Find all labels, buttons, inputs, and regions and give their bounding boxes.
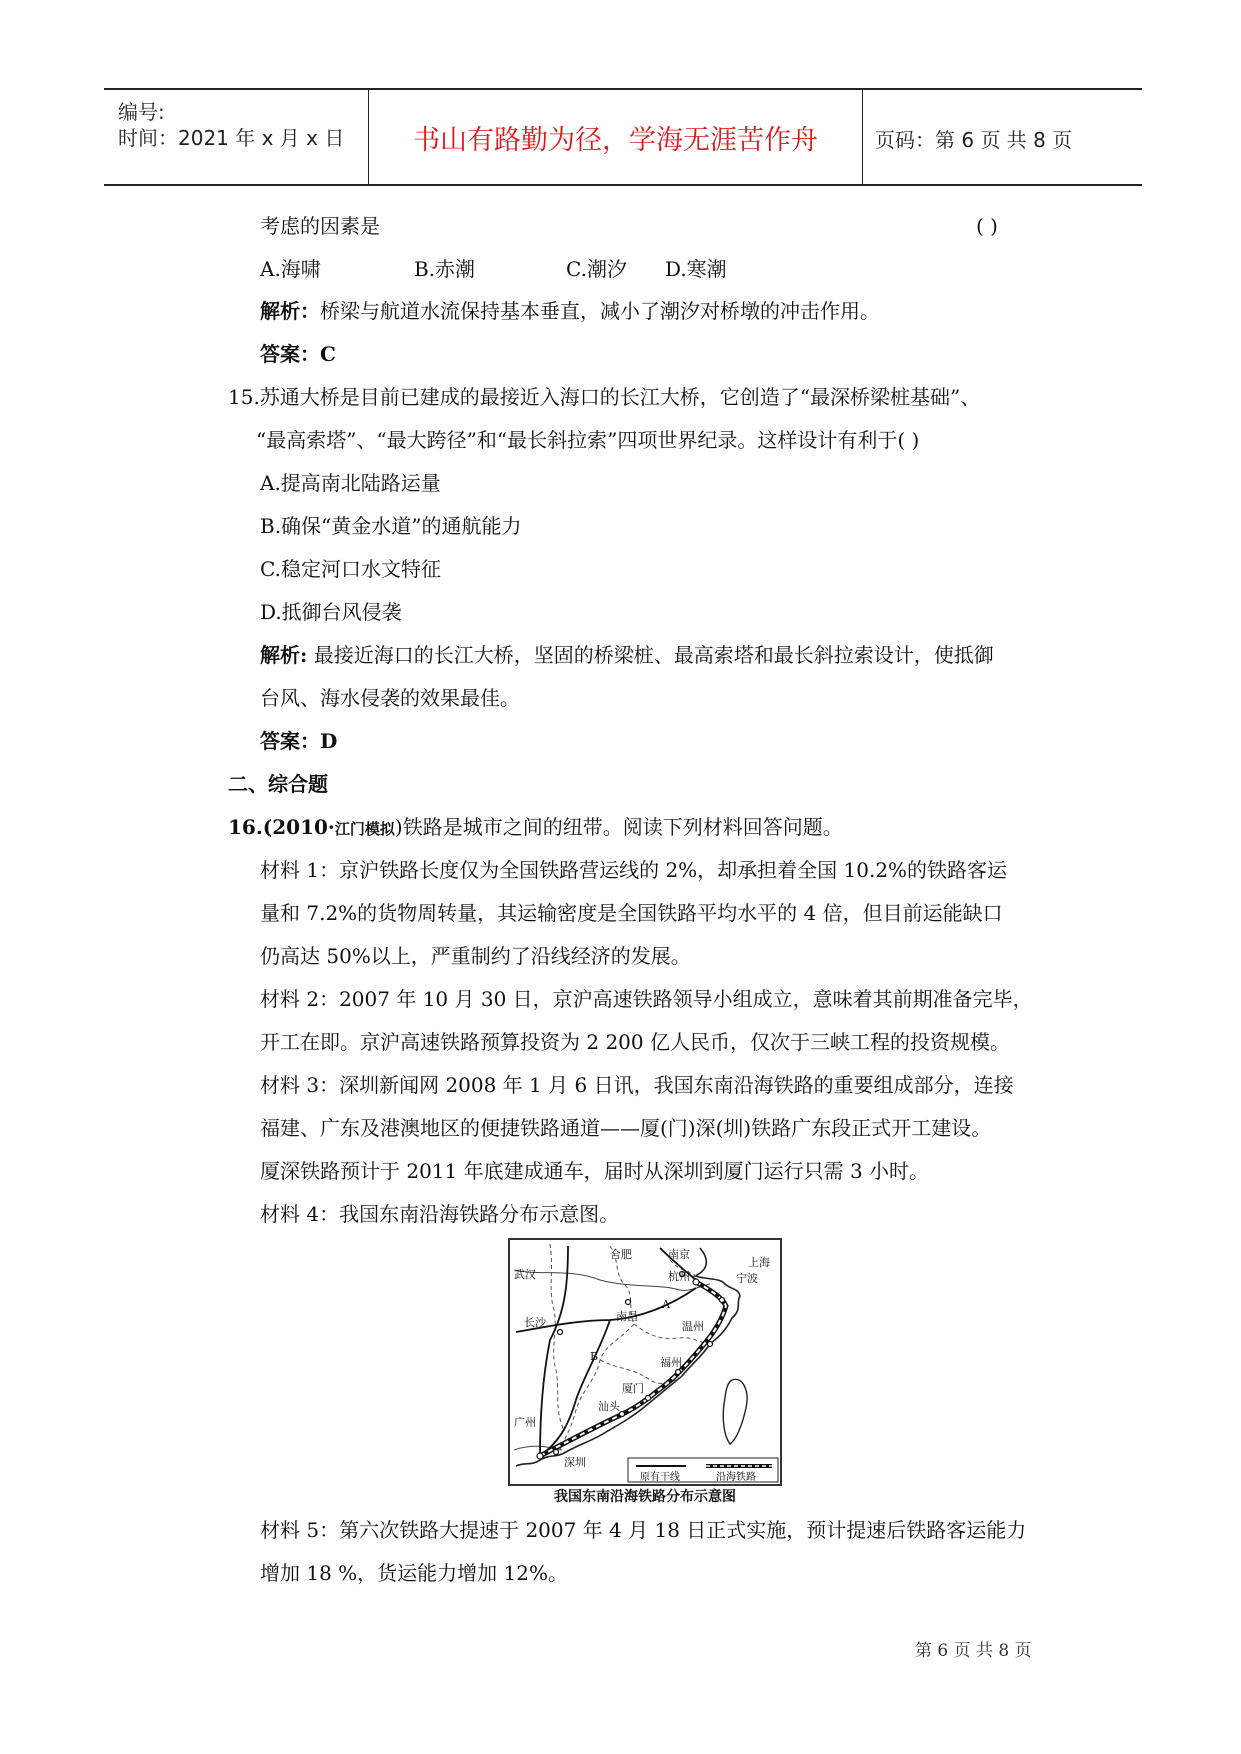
coastline <box>516 1248 740 1466</box>
q14-answer: 答案：C <box>260 342 336 366</box>
serial-label: 编号: <box>118 100 165 124</box>
city-shantou: 汕头 <box>598 1400 620 1413</box>
q15-answer: 答案：D <box>260 729 338 753</box>
city-shanghai: 上海 <box>748 1256 770 1269</box>
material3-line1: 材料 3：深圳新闻网 2008 年 1 月 6 日讯，我国东南沿海铁路的重要组成部分，连接 <box>260 1073 1014 1097</box>
q15-analysis-label: 解析: <box>260 643 308 667</box>
q14-bracket: ( ) <box>976 214 998 238</box>
city-fuzhou: 福州 <box>660 1356 682 1369</box>
section-title: 二、综合题 <box>228 772 328 796</box>
railway-map-svg <box>510 1240 780 1484</box>
header-middle-cell <box>369 90 863 184</box>
material5-line2: 增加 18 %，货运能力增加 12%。 <box>260 1561 568 1585</box>
q15-option-d: D.抵御台风侵袭 <box>260 600 402 624</box>
coastal-railway-outer <box>540 1282 726 1456</box>
header-left-cell <box>104 90 369 184</box>
city-hefei: 合肥 <box>610 1248 632 1261</box>
q14-option-a: A.海啸 <box>260 257 321 281</box>
q16-stem <box>228 813 843 843</box>
railway-map <box>508 1238 782 1486</box>
map-caption: 我国东南沿海铁路分布示意图 <box>554 1489 736 1505</box>
q14-stem-tail: 考虑的因素是 <box>260 214 380 238</box>
motto: 书山有路勤为径，学海无涯苦作舟 <box>413 125 818 156</box>
q15-analysis-text1: 最接近海口的长江大桥，坚固的桥梁桩、最高索塔和最长斜拉索设计，使抵御 <box>307 643 994 667</box>
city-ningbo: 宁波 <box>736 1272 758 1285</box>
q15-stem-line1: 15.苏通大桥是目前已建成的最接近入海口的长江大桥，它创造了“最深桥梁桩基础”、 <box>228 385 981 409</box>
city-changsha: 长沙 <box>524 1316 546 1329</box>
material1-line2: 量和 7.2%的货物周转量，其运输密度是全国铁路平均水平的 4 倍，但目前运能缺口 <box>260 901 1003 925</box>
q15-option-c: C.稳定河口水文特征 <box>260 557 441 581</box>
city-wenzhou: 温州 <box>682 1320 704 1333</box>
taiwan-island <box>723 1379 747 1444</box>
q15-option-a: A.提高南北陆路运量 <box>260 471 441 495</box>
legend-existing: 原有干线 <box>640 1472 680 1483</box>
city-wuhan: 武汉 <box>514 1268 536 1281</box>
q14-analysis-label: 解析： <box>260 299 320 323</box>
q16-source: 江门模拟 <box>334 820 395 838</box>
time-label: 时间：2021 年 x 月 x 日 <box>118 126 345 150</box>
route-label-b: B <box>590 1350 599 1363</box>
header-table <box>104 88 1142 186</box>
city-shenzhen: 深圳 <box>564 1456 586 1469</box>
map-legend <box>628 1458 778 1483</box>
page-footer: 第 6 页 共 8 页 <box>915 1641 1032 1661</box>
header-right-cell <box>863 90 1142 184</box>
material5-line1: 材料 5：第六次铁路大提速于 2007 年 4 月 18 日正式实施，预计提速后铁路客运能力 <box>260 1518 1027 1542</box>
city-guangzhou: 广州 <box>514 1416 536 1429</box>
page-code: 页码：第 6 页 共 8 页 <box>875 128 1073 152</box>
route-label-a: A <box>662 1298 670 1311</box>
q15-analysis-line2: 台风、海水侵袭的效果最佳。 <box>260 686 520 710</box>
q14-analysis-text: 桥梁与航道水流保持基本垂直，减小了潮汐对桥墩的冲击作用。 <box>320 299 880 323</box>
material4-line: 材料 4：我国东南沿海铁路分布示意图。 <box>260 1202 620 1226</box>
city-nanjing: 南京 <box>668 1248 690 1261</box>
q15-analysis-line1 <box>260 641 994 669</box>
q14-option-c: C.潮汐 <box>566 257 627 281</box>
city-xiamen: 厦门 <box>622 1382 644 1395</box>
q16-number: 16.(2010· <box>228 815 335 839</box>
legend-coastal: 沿海铁路 <box>716 1472 756 1483</box>
material1-line3: 仍高达 50%以上，严重制约了沿线经济的发展。 <box>260 944 691 968</box>
q15-option-b: B.确保“黄金水道”的通航能力 <box>260 514 522 538</box>
city-hangzhou: 杭州 <box>668 1270 690 1283</box>
coastal-railway-inner <box>540 1282 726 1456</box>
material3-line2: 福建、广东及港澳地区的便捷铁路通道——厦(门)深(圳)铁路广东段正式开工建设。 <box>260 1116 992 1140</box>
q14-option-d: D.寒潮 <box>665 257 727 281</box>
q16-stem-text: )铁路是城市之间的纽带。阅读下列材料回答问题。 <box>394 815 843 839</box>
city-nanchang: 南昌 <box>616 1310 638 1323</box>
q15-stem-line2: “最高索塔”、“最大跨径”和“最长斜拉索”四项世界纪录。这样设计有利于( ) <box>256 428 920 452</box>
q14-option-b: B.赤潮 <box>414 257 476 281</box>
material1-line1: 材料 1：京沪铁路长度仅为全国铁路营运线的 2%，却承担着全国 10.2%的铁路客运 <box>260 858 1008 882</box>
material3-line3: 厦深铁路预计于 2011 年底建成通车，届时从深圳到厦门运行只需 3 小时。 <box>260 1159 930 1183</box>
material2-line1: 材料 2：2007 年 10 月 30 日，京沪高速铁路领导小组成立，意味着其前期准备完毕， <box>260 987 1033 1011</box>
material2-line2: 开工在即。京沪高速铁路预算投资为 2 200 亿人民币，仅次于三峡工程的投资规模。 <box>260 1030 1010 1054</box>
q14-analysis <box>260 297 880 325</box>
